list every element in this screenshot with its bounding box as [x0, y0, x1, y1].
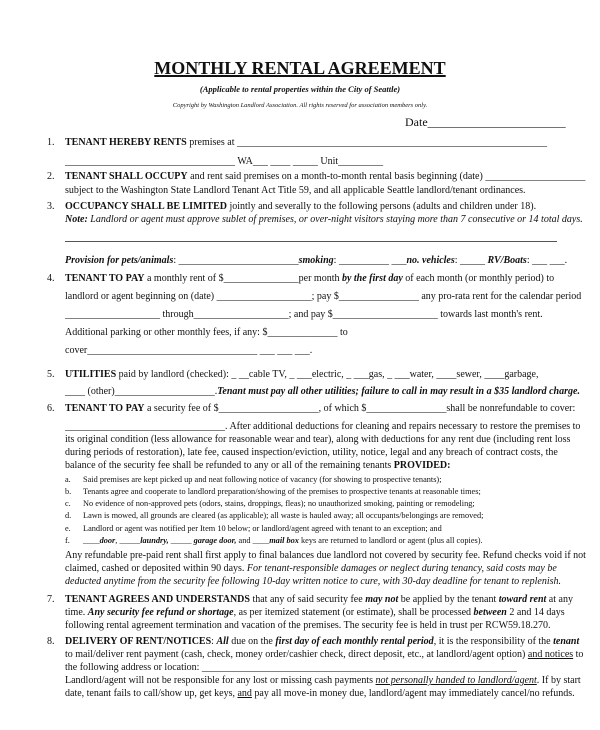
clause-text: paid by landlord (checked): [116, 369, 232, 380]
clause-text: and rent said premises on a month-to-month rental basis beginning (date) [187, 171, 486, 182]
clause-text: : [211, 636, 217, 647]
clause-line [65, 563, 557, 575]
fill-in-blank[interactable]: ________________________ [178, 255, 299, 266]
clause-text: shall be nonrefundable to cover: [446, 403, 576, 414]
clause-text: 2 and 14 days [506, 607, 565, 618]
clause-text: following rental agreement termination and vacation of the premises. The security fee is held in trust per RCW59.18.270. [65, 620, 551, 631]
clause-text: keys are returned to landlord or agent (plus all copies). [298, 536, 483, 545]
clause-line [65, 550, 586, 562]
fill-in-blank[interactable]: _ ___ [289, 369, 312, 380]
fill-in-blank[interactable]: _ ___ [387, 369, 410, 380]
clause-text: mail box [269, 536, 299, 545]
fill-in-blank[interactable]: ____________________ [485, 171, 586, 182]
clause-text: sewer, [456, 369, 485, 380]
clause-heading: DELIVERY OF RENT/NOTICES [65, 636, 212, 647]
clause-heading: TENANT TO PAY [65, 273, 145, 284]
clause-text: premises at [186, 137, 237, 148]
clause-line [65, 447, 558, 459]
clause-text: between [473, 607, 507, 618]
clause-number: 8. [47, 636, 55, 647]
clause-line [65, 327, 348, 339]
fill-in-blank[interactable]: ____ [436, 369, 457, 380]
clause-line [65, 156, 383, 168]
clause-text: time. [65, 607, 88, 618]
document-title [0, 58, 600, 78]
clause-text: , it is the responsibility of the [433, 636, 554, 647]
clause-number: c. [65, 499, 71, 508]
clause-text: garage door, [191, 536, 237, 545]
clause-text: . [214, 386, 218, 397]
clause-text: a monthly rent of $ [144, 273, 224, 284]
clause-text: towards last month's rent. [437, 309, 543, 320]
clause-text: claimed, cashed or deposited within 90 days. [65, 563, 247, 574]
fill-in-blank[interactable]: ____________________ [114, 386, 215, 397]
fill-in-blank[interactable]: ____ [65, 386, 85, 397]
clause-line [65, 649, 583, 661]
clause-number: e. [65, 524, 71, 533]
clause-line [47, 137, 547, 149]
clause-line [65, 185, 526, 197]
clause-text: . [564, 255, 568, 266]
fill-in-blank[interactable]: ___________________ [65, 309, 160, 320]
clause-text: Landlord or agent was notified per Item 10 below; or landlord/agent agreed with tenant to an exception; and [83, 524, 442, 533]
clause-text: balance of the security fee shall be refunded to any or all of the remaining tenants [65, 460, 394, 471]
date-label: Date [405, 115, 428, 129]
fill-in-blank[interactable]: _______________________________________________________________ [201, 662, 517, 673]
clause-text: , of which $ [318, 403, 367, 414]
clause-line [65, 662, 517, 674]
clause-text: Any security fee refund or shortage [87, 607, 234, 618]
clause-text: to mail/deliver rent payment (cash, check, money order/cashier check, direct deposit, etc., at landlord/agent option) [65, 649, 528, 660]
clause-text: and notices [527, 649, 574, 660]
clause-line [47, 201, 537, 213]
clause-text: not personally handed to landlord/agent [375, 675, 537, 686]
clause-line [47, 594, 573, 606]
fill-in-blank[interactable]: _ __ [231, 369, 249, 380]
clause-line [47, 636, 580, 648]
clause-text: Provision for pets/animals [65, 255, 174, 266]
clause-line [65, 675, 581, 687]
clause-text: , as per itemized statement (or estimate), shall be processed [233, 607, 474, 618]
clause-heading: TENANT SHALL OCCUPY [65, 171, 188, 182]
clause-text: smoking [298, 255, 334, 266]
clause-text: to [573, 649, 584, 660]
fill-in-blank[interactable]: ________________________________ [65, 421, 225, 432]
clause-heading: UTILITIES [65, 369, 117, 380]
fill-in-blank[interactable]: ______________________________________________________________ [236, 137, 547, 148]
clause-line [65, 607, 565, 619]
clause-text: For tenant-responsible damages or neglect during tenancy, said costs may be [246, 563, 557, 574]
clause-text: gas, [368, 369, 388, 380]
clause-text: RV/Boats [487, 255, 527, 266]
clause-text: Any refundable pre-paid rent shall first apply to final balances due landlord not covered by security fee. Refund checks void if not [65, 550, 586, 561]
clause-text: and [236, 536, 253, 545]
clause-number: 5. [47, 369, 55, 380]
clause-line [65, 688, 575, 700]
clause-text: cable TV, [248, 369, 290, 380]
clause-line [65, 421, 580, 433]
clause-text: at any [546, 594, 573, 605]
clause-line [65, 510, 484, 522]
fill-in-blank[interactable]: ___ ____ _____ [252, 156, 318, 167]
fill-in-blank[interactable]: _____ [119, 536, 141, 545]
clause-text: Tenant must pay all other utilities; failure to call in may result in a $35 landlord charge. [217, 386, 580, 397]
fill-in-blank[interactable]: _____ [170, 536, 192, 545]
fill-in-blank[interactable]: ____ [484, 369, 505, 380]
clause-text: jointly and severally to the following persons (adults and children under 18). [226, 201, 537, 212]
clause-text: (other) [85, 386, 115, 397]
fill-in-blank[interactable]: __________________________________ [65, 156, 235, 167]
clause-text: door [99, 536, 116, 545]
clause-line [65, 460, 450, 472]
clause-text: ; and pay $ [288, 309, 333, 320]
clause-line [65, 255, 567, 267]
fill-in-blank[interactable]: ____________________ [218, 403, 319, 414]
date-blank[interactable]: _______________________ [427, 115, 566, 129]
clause-text: be applied by the tenant [398, 594, 499, 605]
clause-line [65, 291, 581, 303]
clause-text: water, [409, 369, 437, 380]
clause-text: no. vehicles [406, 255, 455, 266]
fill-in-blank[interactable]: ___________________ [193, 309, 289, 320]
clause-line [65, 620, 551, 632]
clause-text: of each month (or monthly period) to [402, 273, 555, 284]
clause-heading: TENANT AGREES AND UNDERSTANDS [65, 594, 250, 605]
clause-text: cover [65, 345, 88, 356]
clause-text: date, tenant fails to call/show up, get keys, [65, 688, 238, 699]
clause-text: landlord or agent beginning on (date) [65, 291, 217, 302]
clause-line [65, 535, 483, 547]
clause-text: per month [298, 273, 342, 284]
fill-in-blank[interactable]: _____ [460, 255, 486, 266]
fill-in-blank[interactable]: ________________ [366, 403, 447, 414]
clause-text: WA [235, 156, 253, 167]
clause-text: Tenants agree and cooperate to landlord preparation/showing of the premises to prospective tenants at reasonable times; [83, 487, 481, 496]
clause-text: and [237, 688, 252, 699]
clause-line [47, 369, 539, 381]
clause-line [65, 474, 442, 486]
clause-text: garbage, [504, 369, 539, 380]
fill-in-blank[interactable]: __________ ___ [338, 255, 407, 266]
clause-line [65, 523, 442, 535]
fill-in-blank[interactable]: _____________________ [332, 309, 438, 320]
clause-text: Additional parking or other monthly fees, if any: $ [65, 327, 268, 338]
clause-heading: PROVIDED: [393, 460, 451, 471]
clause-heading: OCCUPANCY SHALL BE LIMITED [65, 201, 227, 212]
clause-number: 2. [47, 171, 55, 182]
clause-text: : [526, 255, 533, 266]
clause-text: All [216, 636, 229, 647]
clause-line [65, 345, 312, 357]
clause-line [47, 273, 555, 285]
clause-text: first day of each monthly rental period [275, 636, 434, 647]
fill-in-blank[interactable]: _________ [338, 156, 384, 167]
clause-text: , [115, 536, 120, 545]
clause-number: 3. [47, 201, 55, 212]
clause-line [65, 309, 543, 321]
clause-text: Landlord or agent must approve sublet of premises, or over-night visitors staying more than 7 consecutive or 14 total days. [87, 214, 583, 225]
occupants-blank-line[interactable] [65, 241, 557, 242]
clause-line [65, 214, 583, 226]
clause-line [65, 386, 580, 398]
clause-line [65, 576, 561, 588]
clause-line [47, 171, 586, 183]
clause-text: Lawn is mowed, all grounds are cleared (as applicable); all waste is hauled away; all occupants/belongings are removed; [83, 511, 484, 520]
clause-text: that any of said security fee [249, 594, 366, 605]
clause-number: 7. [47, 594, 55, 605]
clause-text: laundry, [140, 536, 169, 545]
clause-text: any pro-rata rent for the calendar period [418, 291, 582, 302]
clause-heading: TENANT TO PAY [65, 403, 145, 414]
clause-text: Landlord/agent will not be responsible for any lost or missing cash payments [65, 675, 376, 686]
clause-number: 4. [47, 273, 55, 284]
clause-number: 6. [47, 403, 55, 414]
clause-text: . [309, 345, 313, 356]
clause-number: f. [65, 536, 70, 545]
clause-line [65, 434, 570, 446]
title-text: MONTHLY RENTAL AGREEMENT [154, 58, 446, 78]
clause-number: b. [65, 487, 72, 496]
clause-text: toward rent [498, 594, 547, 605]
clause-number: d. [65, 511, 72, 520]
clause-line [65, 486, 481, 498]
clause-text: : [173, 255, 179, 266]
fill-in-blank[interactable]: ____ [83, 536, 100, 545]
clause-text: . If by start [536, 675, 581, 686]
clause-text: . After additional deductions for cleaning and repairs necessary to restore the premises to [225, 421, 581, 432]
clause-text: No evidence of non-approved pets (odors, stains, droppings, fleas); no unauthorized smoking, painting or remodeling; [83, 499, 475, 508]
date-field [405, 115, 566, 129]
clause-text: the following address or location: [65, 662, 202, 673]
clause-heading: TENANT HEREBY RENTS [65, 137, 187, 148]
clause-text: electric, [311, 369, 347, 380]
clause-line [47, 403, 576, 415]
fill-in-blank[interactable]: ____ [252, 536, 270, 545]
document-subtitle: (Applicable to rental properties within the City of Seattle) [199, 84, 401, 94]
clause-text: pay all move-in money due, landlord/agent may immediately cancel/no refunds. [251, 688, 575, 699]
clause-text: during periods of restoration), late fee, caused inspection/eviction, utility, notice, legal and any breach of contract costs, the [65, 447, 558, 458]
fill-in-blank[interactable]: ______________ [267, 327, 338, 338]
clause-text: its original condition (less allowance for reasonable wear and tear), along with deductions for any rent due (including rent loss [65, 434, 571, 445]
clause-text: subject to the Washington State Landlord Tenant Act Title 59, and all applicable Seattle landlord/tenant ordinances. [65, 185, 526, 196]
fill-in-blank[interactable]: ___ ___ [532, 255, 565, 266]
fill-in-blank[interactable]: _______________ [223, 273, 299, 284]
clause-number: a. [65, 475, 71, 484]
clause-text: Note: [65, 214, 88, 225]
fill-in-blank[interactable]: ________________ [338, 291, 419, 302]
fill-in-blank[interactable]: ___________________ [216, 291, 312, 302]
clause-text: due on the [228, 636, 276, 647]
clause-text: by the first day [341, 273, 403, 284]
clause-line [65, 498, 475, 510]
copyright-notice: Copyright by Washington Landlord Association. All rights reserved for association members only. [172, 102, 428, 109]
clause-number: 1. [47, 137, 55, 148]
clause-text: : [333, 255, 339, 266]
clause-text: a security fee of $ [144, 403, 219, 414]
clause-text: through [160, 309, 194, 320]
clause-text: may not [365, 594, 399, 605]
fill-in-blank[interactable]: __________________________________ ___ ___ ___ [87, 345, 310, 356]
clause-text: to [337, 327, 348, 338]
clause-text: Unit [317, 156, 339, 167]
clause-text: ; pay $ [311, 291, 339, 302]
clause-text: Said premises are kept picked up and neat following notice of vacancy (for showing to prospective tenants); [83, 475, 442, 484]
clause-text: : [454, 255, 461, 266]
clause-text: deducted anytime from the security fee following 10-day written notice to cure, with 30-day deadline for tenant to replenish. [65, 576, 562, 587]
fill-in-blank[interactable]: _ ___ [346, 369, 369, 380]
clause-text: tenant [553, 636, 580, 647]
